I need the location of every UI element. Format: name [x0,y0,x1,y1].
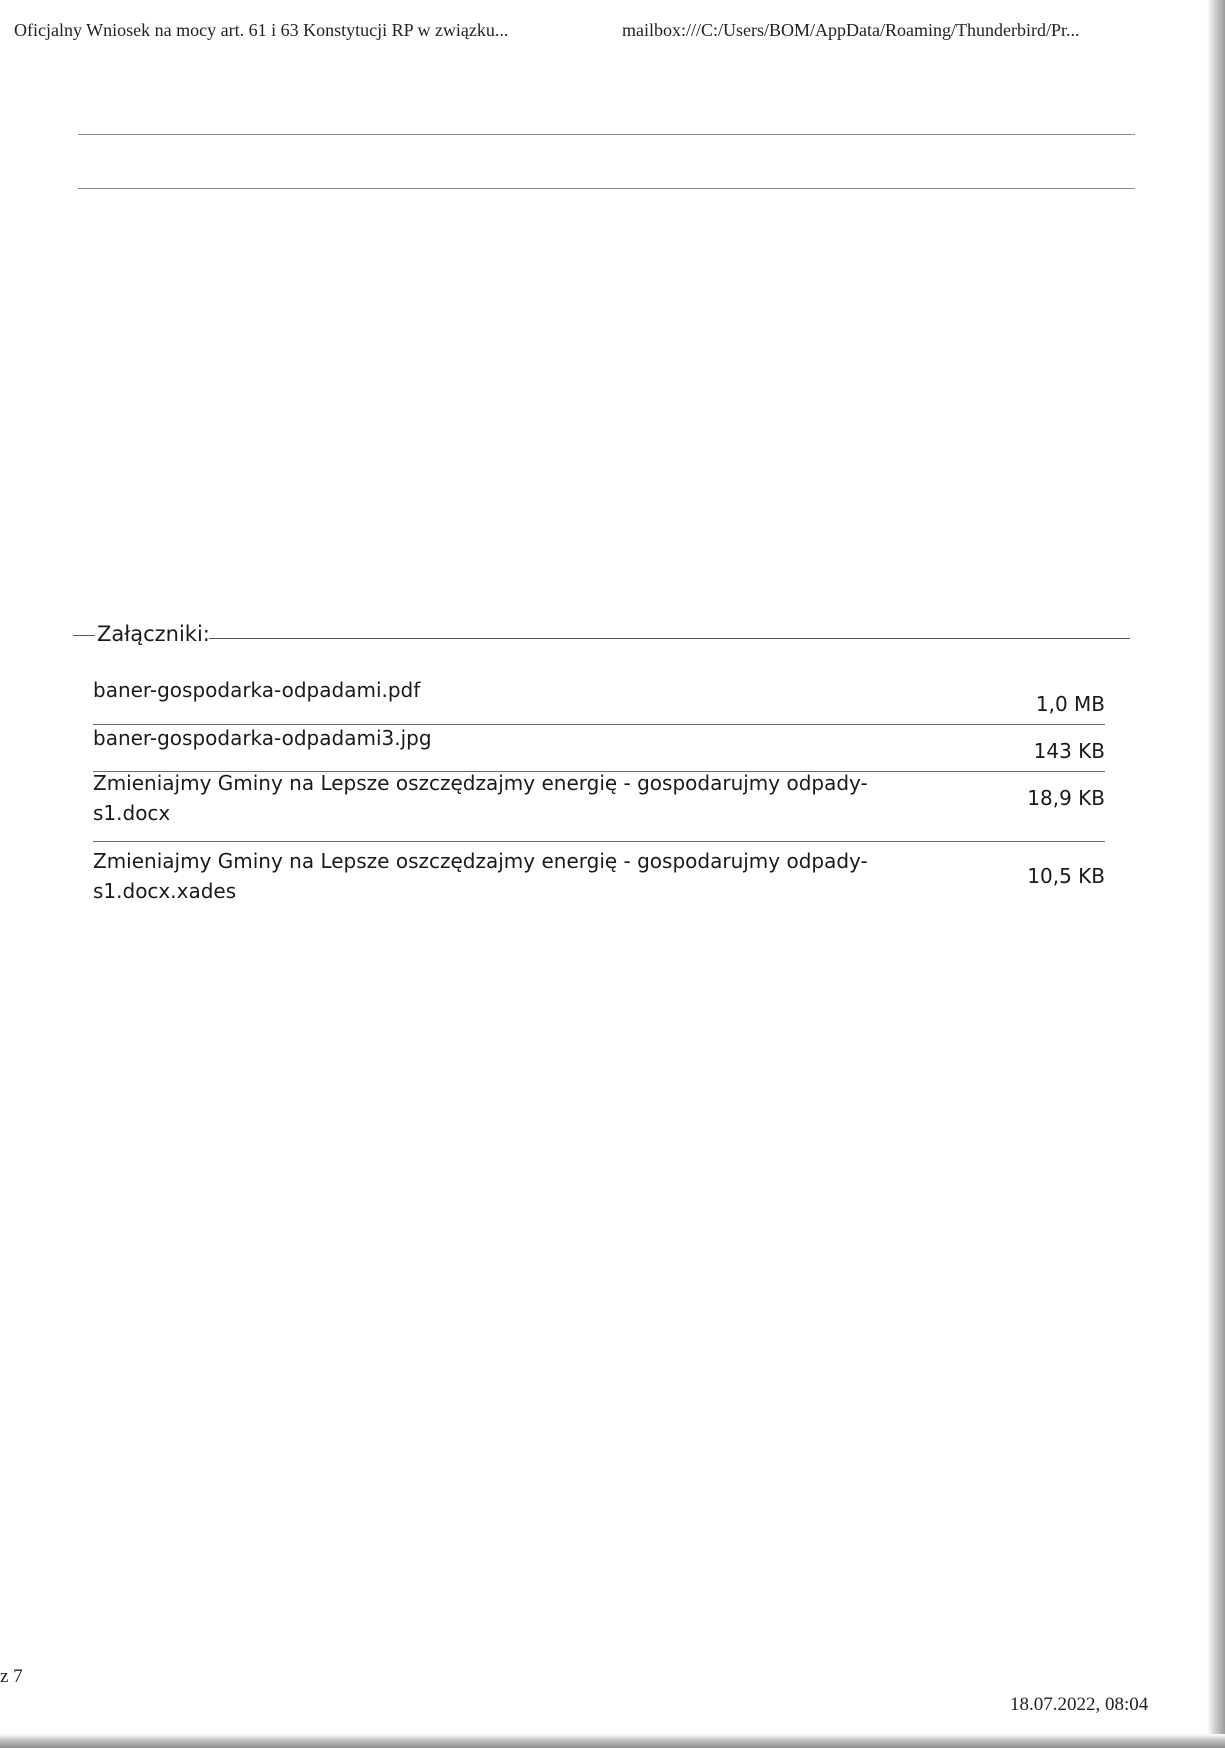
attachment-size: 1,0 MB [1035,692,1105,716]
legend-line [209,638,1130,639]
page-counter: z 7 [0,1666,23,1687]
legend-dash [73,635,95,636]
header-rule-2 [78,188,1135,189]
attachment-name[interactable]: baner-gospodarka-odpadami3.jpg [93,726,432,750]
print-datetime: 18.07.2022, 08:04 [1010,1694,1149,1715]
attachment-size: 10,5 KB [1027,864,1105,888]
attachment-row[interactable] [93,675,1105,725]
attachments-legend [73,622,1130,648]
attachment-row[interactable] [93,723,1105,773]
attachment-row[interactable] [93,846,1105,916]
attachments-heading: Załączniki: [97,622,210,646]
scan-edge-right [1207,0,1225,1748]
attachment-name[interactable]: Zmieniajmy Gminy na Lepsze oszczędzajmy energię - gospodarujmy odpady-s1.docx.xades [93,849,868,903]
message-url: mailbox:///C:/Users/BOM/AppData/Roaming/Thunderbird/Pr... [622,20,1080,40]
attachment-separator [93,841,1105,842]
message-subject: Oficjalny Wniosek na mocy art. 61 i 63 Konstytucji RP w związku... [14,20,509,40]
attachment-row[interactable] [93,768,1105,840]
attachment-name[interactable]: baner-gospodarka-odpadami.pdf [93,678,421,702]
header-rule-1 [78,134,1135,135]
attachment-size: 143 KB [1033,739,1105,763]
attachment-name[interactable]: Zmieniajmy Gminy na Lepsze oszczędzajmy energię - gospodarujmy odpady-s1.docx [93,771,868,825]
attachment-size: 18,9 KB [1027,786,1105,810]
scan-edge-bottom [0,1734,1225,1748]
